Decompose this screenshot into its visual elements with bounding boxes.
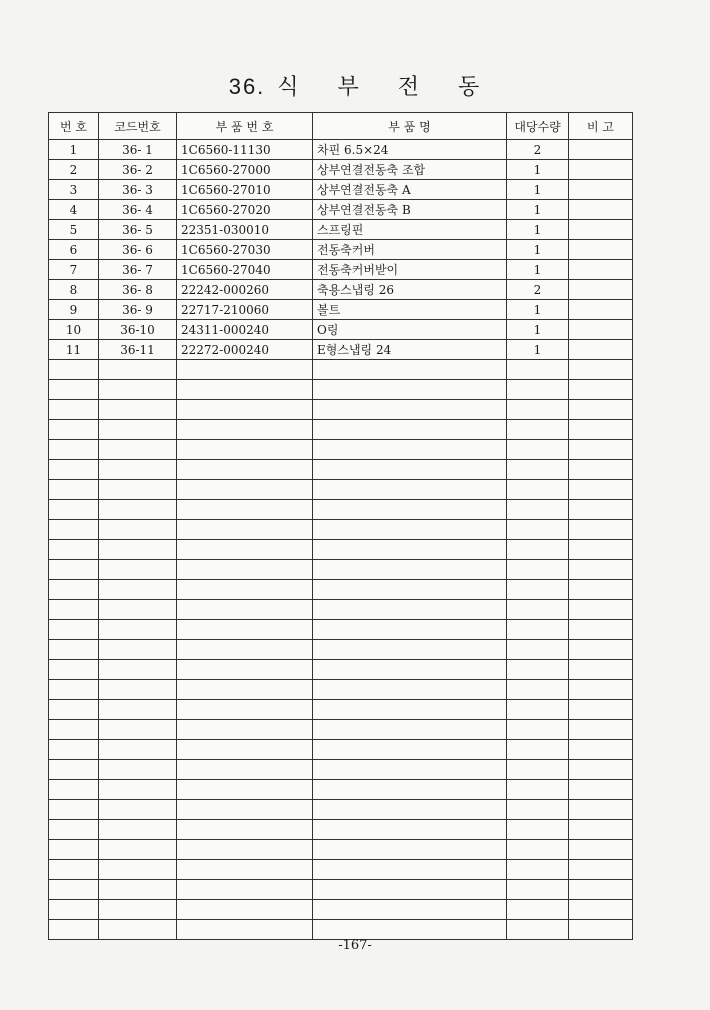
empty-table-row xyxy=(49,740,633,760)
section-title: 식 부 전 동 xyxy=(277,75,482,100)
cell-note xyxy=(569,300,633,320)
empty-cell xyxy=(313,700,507,720)
empty-cell xyxy=(49,720,99,740)
empty-table-row xyxy=(49,660,633,680)
cell-code: 36- 4 xyxy=(99,200,177,220)
empty-cell xyxy=(313,680,507,700)
header-code: 코드번호 xyxy=(99,113,177,140)
cell-note xyxy=(569,220,633,240)
cell-note xyxy=(569,240,633,260)
cell-qty: 1 xyxy=(507,240,569,260)
empty-cell xyxy=(177,500,313,520)
empty-cell xyxy=(507,700,569,720)
empty-cell xyxy=(507,680,569,700)
empty-cell xyxy=(569,600,633,620)
empty-cell xyxy=(313,660,507,680)
cell-no: 1 xyxy=(49,140,99,160)
cell-qty: 2 xyxy=(507,280,569,300)
empty-cell xyxy=(507,400,569,420)
empty-cell xyxy=(99,780,177,800)
empty-cell xyxy=(569,780,633,800)
empty-cell xyxy=(49,740,99,760)
empty-cell xyxy=(177,560,313,580)
empty-table-row xyxy=(49,840,633,860)
cell-qty: 1 xyxy=(507,180,569,200)
empty-cell xyxy=(49,540,99,560)
empty-cell xyxy=(177,740,313,760)
cell-note xyxy=(569,260,633,280)
empty-table-row xyxy=(49,860,633,880)
empty-cell xyxy=(507,480,569,500)
cell-qty: 1 xyxy=(507,200,569,220)
empty-cell xyxy=(569,540,633,560)
cell-note xyxy=(569,340,633,360)
empty-cell xyxy=(49,680,99,700)
empty-cell xyxy=(177,860,313,880)
empty-table-row xyxy=(49,620,633,640)
empty-cell xyxy=(49,880,99,900)
parts-table xyxy=(48,112,633,940)
empty-cell xyxy=(99,460,177,480)
header-no: 번 호 xyxy=(49,113,99,140)
empty-table-row xyxy=(49,900,633,920)
cell-no: 7 xyxy=(49,260,99,280)
empty-table-row xyxy=(49,780,633,800)
empty-cell xyxy=(99,400,177,420)
empty-cell xyxy=(313,640,507,660)
empty-cell xyxy=(177,660,313,680)
empty-cell xyxy=(177,820,313,840)
empty-cell xyxy=(99,680,177,700)
empty-cell xyxy=(313,540,507,560)
table-row xyxy=(49,300,633,320)
empty-cell xyxy=(313,840,507,860)
cell-part-no: 22242-000260 xyxy=(177,280,313,300)
empty-cell xyxy=(507,460,569,480)
empty-cell xyxy=(177,580,313,600)
empty-cell xyxy=(569,620,633,640)
cell-qty: 1 xyxy=(507,320,569,340)
empty-cell xyxy=(313,600,507,620)
cell-no: 11 xyxy=(49,340,99,360)
table-row xyxy=(49,240,633,260)
empty-table-row xyxy=(49,540,633,560)
parts-table-body xyxy=(49,140,633,940)
cell-part-name: 상부연결전동축 조합 xyxy=(313,160,507,180)
table-row xyxy=(49,160,633,180)
cell-part-name: 전동축커버받이 xyxy=(313,260,507,280)
cell-part-no: 1C6560-27020 xyxy=(177,200,313,220)
cell-qty: 1 xyxy=(507,340,569,360)
empty-cell xyxy=(313,780,507,800)
empty-cell xyxy=(507,720,569,740)
empty-cell xyxy=(177,900,313,920)
empty-cell xyxy=(313,720,507,740)
cell-note xyxy=(569,160,633,180)
empty-cell xyxy=(507,420,569,440)
empty-cell xyxy=(313,500,507,520)
header-qty: 대당수량 xyxy=(507,113,569,140)
empty-cell xyxy=(569,440,633,460)
header-part-no: 부 품 번 호 xyxy=(177,113,313,140)
empty-cell xyxy=(313,860,507,880)
empty-cell xyxy=(507,620,569,640)
empty-cell xyxy=(49,360,99,380)
empty-cell xyxy=(569,680,633,700)
empty-cell xyxy=(99,800,177,820)
empty-table-row xyxy=(49,880,633,900)
empty-cell xyxy=(313,520,507,540)
empty-cell xyxy=(177,840,313,860)
cell-no: 5 xyxy=(49,220,99,240)
empty-cell xyxy=(177,920,313,940)
empty-cell xyxy=(49,560,99,580)
empty-cell xyxy=(507,880,569,900)
empty-cell xyxy=(177,800,313,820)
empty-cell xyxy=(569,520,633,540)
empty-cell xyxy=(507,920,569,940)
empty-cell xyxy=(507,760,569,780)
empty-cell xyxy=(313,560,507,580)
cell-qty: 1 xyxy=(507,220,569,240)
empty-cell xyxy=(313,620,507,640)
empty-table-row xyxy=(49,760,633,780)
empty-table-row xyxy=(49,580,633,600)
empty-cell xyxy=(507,540,569,560)
empty-cell xyxy=(177,540,313,560)
cell-part-name: 상부연결전동축 A xyxy=(313,180,507,200)
empty-cell xyxy=(49,700,99,720)
empty-cell xyxy=(99,600,177,620)
empty-cell xyxy=(507,860,569,880)
cell-part-name: O링 xyxy=(313,320,507,340)
cell-code: 36- 8 xyxy=(99,280,177,300)
empty-cell xyxy=(569,560,633,580)
empty-cell xyxy=(569,720,633,740)
empty-cell xyxy=(177,460,313,480)
empty-cell xyxy=(569,460,633,480)
empty-cell xyxy=(569,660,633,680)
empty-cell xyxy=(507,740,569,760)
empty-cell xyxy=(313,580,507,600)
empty-table-row xyxy=(49,360,633,380)
empty-table-row xyxy=(49,500,633,520)
empty-cell xyxy=(99,640,177,660)
empty-cell xyxy=(49,520,99,540)
empty-cell xyxy=(49,580,99,600)
empty-table-row xyxy=(49,600,633,620)
empty-cell xyxy=(99,620,177,640)
empty-cell xyxy=(99,560,177,580)
cell-qty: 1 xyxy=(507,160,569,180)
empty-cell xyxy=(49,500,99,520)
header-note: 비 고 xyxy=(569,113,633,140)
cell-part-name: E형스냅링 24 xyxy=(313,340,507,360)
cell-code: 36-11 xyxy=(99,340,177,360)
empty-cell xyxy=(507,820,569,840)
empty-cell xyxy=(313,380,507,400)
cell-code: 36- 3 xyxy=(99,180,177,200)
empty-cell xyxy=(177,640,313,660)
empty-cell xyxy=(99,820,177,840)
empty-cell xyxy=(507,440,569,460)
cell-code: 36-10 xyxy=(99,320,177,340)
empty-cell xyxy=(313,820,507,840)
empty-cell xyxy=(313,920,507,940)
page-number: -167- xyxy=(338,938,372,953)
empty-cell xyxy=(177,600,313,620)
empty-cell xyxy=(99,900,177,920)
empty-cell xyxy=(313,760,507,780)
empty-cell xyxy=(99,440,177,460)
section-number: 36. xyxy=(228,74,266,99)
table-row xyxy=(49,180,633,200)
empty-cell xyxy=(177,700,313,720)
empty-table-row xyxy=(49,920,633,940)
empty-cell xyxy=(569,880,633,900)
empty-cell xyxy=(507,780,569,800)
table-row xyxy=(49,140,633,160)
empty-cell xyxy=(313,360,507,380)
empty-table-row xyxy=(49,800,633,820)
cell-part-no: 22351-030010 xyxy=(177,220,313,240)
table-row xyxy=(49,320,633,340)
empty-table-row xyxy=(49,680,633,700)
empty-cell xyxy=(569,820,633,840)
empty-cell xyxy=(99,420,177,440)
cell-note xyxy=(569,180,633,200)
cell-qty: 1 xyxy=(507,300,569,320)
empty-cell xyxy=(313,440,507,460)
cell-part-no: 1C6560-27040 xyxy=(177,260,313,280)
empty-cell xyxy=(507,640,569,660)
empty-cell xyxy=(507,500,569,520)
empty-table-row xyxy=(49,820,633,840)
cell-no: 9 xyxy=(49,300,99,320)
empty-cell xyxy=(507,660,569,680)
empty-cell xyxy=(49,400,99,420)
empty-cell xyxy=(99,740,177,760)
empty-cell xyxy=(49,660,99,680)
table-row xyxy=(49,220,633,240)
cell-code: 36- 5 xyxy=(99,220,177,240)
empty-table-row xyxy=(49,520,633,540)
empty-cell xyxy=(313,800,507,820)
empty-cell xyxy=(569,580,633,600)
empty-cell xyxy=(49,440,99,460)
empty-cell xyxy=(99,580,177,600)
cell-part-name: 차핀 6.5×24 xyxy=(313,140,507,160)
empty-cell xyxy=(99,720,177,740)
empty-cell xyxy=(49,620,99,640)
empty-cell xyxy=(569,360,633,380)
empty-cell xyxy=(313,900,507,920)
empty-cell xyxy=(49,380,99,400)
cell-part-name: 볼트 xyxy=(313,300,507,320)
table-header-row xyxy=(49,113,633,140)
header-part-name: 부 품 명 xyxy=(313,113,507,140)
empty-cell xyxy=(99,540,177,560)
empty-cell xyxy=(569,900,633,920)
empty-cell xyxy=(99,500,177,520)
empty-cell xyxy=(507,840,569,860)
empty-cell xyxy=(507,560,569,580)
empty-cell xyxy=(99,360,177,380)
cell-part-no: 22717-210060 xyxy=(177,300,313,320)
cell-no: 2 xyxy=(49,160,99,180)
cell-qty: 2 xyxy=(507,140,569,160)
empty-cell xyxy=(507,580,569,600)
empty-table-row xyxy=(49,440,633,460)
empty-cell xyxy=(49,920,99,940)
empty-table-row xyxy=(49,720,633,740)
empty-cell xyxy=(49,480,99,500)
empty-cell xyxy=(507,800,569,820)
empty-cell xyxy=(177,620,313,640)
cell-part-name: 스프링핀 xyxy=(313,220,507,240)
cell-part-name: 전동축커버 xyxy=(313,240,507,260)
cell-code: 36- 9 xyxy=(99,300,177,320)
cell-part-name: 축용스냅링 26 xyxy=(313,280,507,300)
empty-cell xyxy=(99,380,177,400)
empty-table-row xyxy=(49,640,633,660)
empty-cell xyxy=(177,400,313,420)
empty-cell xyxy=(507,380,569,400)
empty-cell xyxy=(99,480,177,500)
cell-no: 4 xyxy=(49,200,99,220)
empty-cell xyxy=(177,380,313,400)
page-title xyxy=(0,70,710,101)
empty-table-row xyxy=(49,400,633,420)
cell-part-no: 1C6560-27030 xyxy=(177,240,313,260)
table-row xyxy=(49,340,633,360)
empty-cell xyxy=(177,440,313,460)
cell-note xyxy=(569,140,633,160)
cell-part-no: 1C6560-11130 xyxy=(177,140,313,160)
empty-cell xyxy=(569,380,633,400)
empty-cell xyxy=(177,720,313,740)
cell-no: 3 xyxy=(49,180,99,200)
empty-cell xyxy=(49,800,99,820)
empty-cell xyxy=(507,520,569,540)
empty-cell xyxy=(569,800,633,820)
empty-cell xyxy=(49,840,99,860)
empty-cell xyxy=(49,600,99,620)
empty-cell xyxy=(177,360,313,380)
cell-code: 36- 2 xyxy=(99,160,177,180)
empty-cell xyxy=(569,640,633,660)
empty-cell xyxy=(99,860,177,880)
empty-cell xyxy=(177,480,313,500)
empty-cell xyxy=(49,820,99,840)
empty-table-row xyxy=(49,560,633,580)
empty-cell xyxy=(99,660,177,680)
cell-no: 10 xyxy=(49,320,99,340)
empty-cell xyxy=(569,920,633,940)
empty-cell xyxy=(313,480,507,500)
cell-note xyxy=(569,200,633,220)
empty-table-row xyxy=(49,700,633,720)
empty-cell xyxy=(99,920,177,940)
cell-part-no: 22272-000240 xyxy=(177,340,313,360)
table-row xyxy=(49,260,633,280)
empty-cell xyxy=(49,900,99,920)
empty-cell xyxy=(49,780,99,800)
table-row xyxy=(49,280,633,300)
cell-code: 36- 6 xyxy=(99,240,177,260)
empty-table-row xyxy=(49,380,633,400)
empty-cell xyxy=(507,360,569,380)
empty-cell xyxy=(313,740,507,760)
cell-no: 8 xyxy=(49,280,99,300)
empty-cell xyxy=(99,760,177,780)
empty-cell xyxy=(49,860,99,880)
empty-cell xyxy=(49,460,99,480)
cell-part-no: 1C6560-27010 xyxy=(177,180,313,200)
empty-cell xyxy=(313,460,507,480)
empty-cell xyxy=(99,700,177,720)
cell-part-no: 1C6560-27000 xyxy=(177,160,313,180)
cell-part-name: 상부연결전동축 B xyxy=(313,200,507,220)
empty-cell xyxy=(313,880,507,900)
empty-cell xyxy=(569,420,633,440)
empty-cell xyxy=(49,760,99,780)
cell-part-no: 24311-000240 xyxy=(177,320,313,340)
empty-cell xyxy=(49,420,99,440)
empty-cell xyxy=(177,760,313,780)
empty-table-row xyxy=(49,420,633,440)
empty-cell xyxy=(313,400,507,420)
table-row xyxy=(49,200,633,220)
cell-note xyxy=(569,320,633,340)
empty-cell xyxy=(313,420,507,440)
empty-cell xyxy=(177,520,313,540)
empty-cell xyxy=(507,900,569,920)
empty-cell xyxy=(569,480,633,500)
cell-no: 6 xyxy=(49,240,99,260)
empty-cell xyxy=(507,600,569,620)
empty-cell xyxy=(177,880,313,900)
empty-cell xyxy=(99,840,177,860)
empty-cell xyxy=(569,840,633,860)
empty-cell xyxy=(569,740,633,760)
empty-table-row xyxy=(49,460,633,480)
empty-cell xyxy=(177,780,313,800)
empty-cell xyxy=(569,700,633,720)
cell-code: 36- 1 xyxy=(99,140,177,160)
empty-cell xyxy=(177,680,313,700)
cell-qty: 1 xyxy=(507,260,569,280)
empty-cell xyxy=(569,860,633,880)
cell-code: 36- 7 xyxy=(99,260,177,280)
empty-cell xyxy=(49,640,99,660)
empty-cell xyxy=(99,520,177,540)
empty-cell xyxy=(569,760,633,780)
empty-table-row xyxy=(49,480,633,500)
cell-note xyxy=(569,280,633,300)
empty-cell xyxy=(177,420,313,440)
empty-cell xyxy=(569,500,633,520)
empty-cell xyxy=(99,880,177,900)
empty-cell xyxy=(569,400,633,420)
